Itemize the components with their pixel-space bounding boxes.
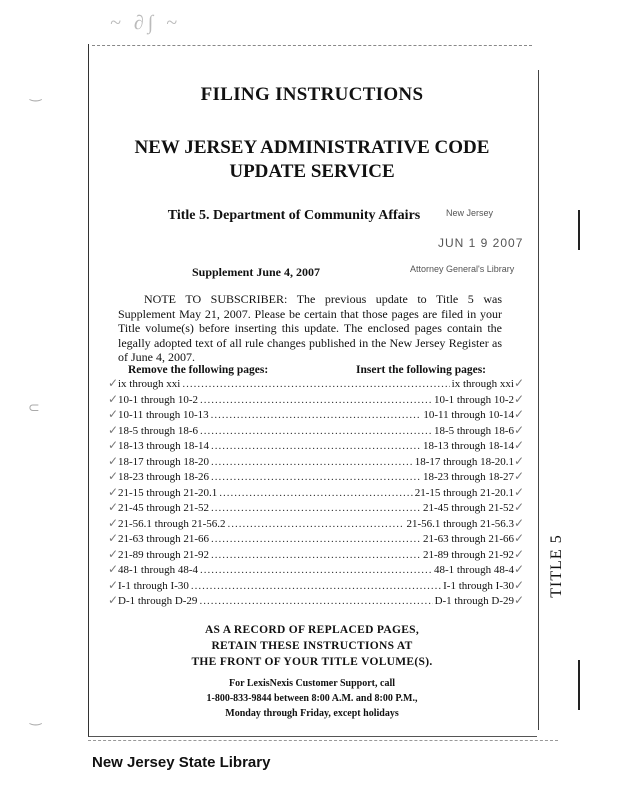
list-item	[118, 595, 514, 611]
check-mark-icon: ✓	[108, 577, 119, 592]
support-line1: For LexisNexis Customer Support, call	[228, 678, 395, 689]
note-to-subscriber	[118, 292, 502, 365]
check-mark-icon: ✓	[514, 562, 525, 576]
insert-pages: 21-15 through 21-20.1	[414, 486, 514, 499]
remove-pages: I-1 through I-30	[118, 579, 189, 592]
code-title-line2: UPDATE SERVICE	[229, 161, 395, 182]
remove-pages: 21-63 through 21-66	[118, 533, 210, 545]
insert-pages: I-1 through I-30	[443, 579, 514, 592]
check-mark-icon: ✓	[514, 469, 525, 483]
check-mark-icon: ✓	[514, 376, 525, 390]
remove-pages: D-1 through D-29	[118, 595, 198, 607]
check-mark-icon: ✓	[514, 546, 525, 561]
remove-pages: 18-13 through 18-14	[118, 440, 210, 452]
bottom-edge-rule	[88, 740, 558, 741]
right-margin-mark	[578, 660, 580, 710]
list-item	[118, 409, 514, 425]
list-item	[118, 394, 514, 410]
page-title: FILING INSTRUCTIONS	[200, 84, 424, 105]
received-date-stamp: JUN 1 9 2007	[438, 236, 524, 250]
insert-pages: 10-1 through 10-2	[433, 393, 514, 406]
check-mark-icon: ✓	[108, 562, 119, 576]
list-item	[118, 502, 514, 518]
scan-artifact-icon: ⊂	[28, 400, 40, 416]
insert-pages: ix through xxi	[451, 378, 514, 390]
customer-support	[88, 676, 536, 721]
scan-artifact-icon: ‿	[30, 710, 42, 726]
insert-pages: 18-13 through 18-14	[422, 440, 514, 452]
check-mark-icon: ✓	[514, 453, 525, 468]
list-item	[118, 471, 514, 487]
record-line1: AS A RECORD OF REPLACED PAGES,	[204, 624, 420, 636]
insert-pages: 21-56.1 through 21-56.3	[406, 517, 514, 530]
check-mark-icon: ✓	[108, 469, 119, 483]
remove-pages: 18-5 through 18-6	[118, 424, 199, 437]
list-item	[118, 518, 514, 534]
insert-pages: 48-1 through 48-4	[433, 564, 514, 576]
remove-pages: ix through xxi	[118, 378, 181, 390]
remove-pages: 48-1 through 48-4	[118, 564, 199, 576]
check-mark-icon: ✓	[108, 407, 119, 421]
support-line3: Monday through Friday, except holidays	[225, 708, 399, 719]
check-mark-icon: ✓	[108, 422, 119, 437]
office-stamp: Attorney General's Library	[410, 264, 515, 274]
insert-column-header: Insert the following pages:	[356, 364, 487, 376]
check-mark-icon: ✓	[514, 515, 525, 530]
insert-pages: 10-11 through 10-14	[423, 409, 514, 421]
insert-pages: 18-5 through 18-6	[433, 424, 514, 437]
insert-pages: D-1 through D-29	[434, 595, 514, 607]
side-title-tab: TITLE 5	[548, 534, 565, 598]
record-line2: RETAIN THESE INSTRUCTIONS AT	[211, 640, 413, 652]
remove-pages: 18-17 through 18-20	[118, 455, 210, 468]
note-body: The previous update to Title 5 was Supplement May 21, 2007. Please be certain that those pages are filed in your Title volume(s) before inserting this update. The enclosed pages contain the legally adopted text of all rule changes published in the New Jersey Register as of June 4, 2007.	[118, 292, 503, 364]
page-list	[118, 378, 514, 611]
right-edge-rule	[538, 70, 539, 730]
support-line2: 1-800-833-9844 between 8:00 A.M. and 8:00 P.M.,	[206, 693, 418, 704]
supplement-date: Supplement June 4, 2007	[191, 265, 321, 279]
check-mark-icon: ✓	[514, 531, 525, 545]
check-mark-icon: ✓	[514, 500, 525, 514]
library-footer: New Jersey State Library	[92, 754, 271, 771]
check-mark-icon: ✓	[108, 531, 119, 545]
check-mark-icon: ✓	[514, 484, 525, 499]
remove-pages: 21-89 through 21-92	[118, 548, 210, 561]
insert-pages: 21-63 through 21-66	[422, 533, 514, 545]
list-item	[118, 456, 514, 472]
remove-pages: 18-23 through 18-26	[118, 471, 210, 483]
check-mark-icon: ✓	[108, 438, 119, 452]
check-mark-icon: ✓	[108, 515, 119, 530]
remove-pages: 10-11 through 10-13	[118, 409, 209, 421]
right-margin-mark	[578, 210, 580, 250]
list-item	[118, 564, 514, 580]
insert-pages: 18-23 through 18-27	[422, 471, 514, 483]
check-mark-icon: ✓	[514, 577, 525, 592]
library-stamp: New Jersey	[446, 208, 494, 218]
insert-pages: 18-17 through 18-20.1	[414, 455, 514, 468]
insert-pages: 21-89 through 21-92	[422, 548, 514, 561]
check-mark-icon: ✓	[108, 500, 119, 514]
remove-pages: 10-1 through 10-2	[118, 393, 199, 406]
check-mark-icon: ✓	[514, 438, 525, 452]
remove-pages: 21-45 through 21-52	[118, 502, 210, 514]
check-mark-icon: ✓	[108, 484, 119, 499]
scan-artifact-icon: ‿	[30, 86, 42, 102]
record-line3: THE FRONT OF YOUR TITLE VOLUME(S).	[191, 656, 433, 668]
list-item	[118, 487, 514, 503]
insert-pages: 21-45 through 21-52	[422, 502, 514, 514]
list-item	[118, 425, 514, 441]
handwritten-scribble: ~ ∂∫ ~	[110, 12, 182, 34]
list-item	[118, 533, 514, 549]
check-mark-icon: ✓	[108, 391, 119, 406]
check-mark-icon: ✓	[108, 546, 119, 561]
list-item	[118, 549, 514, 565]
check-mark-icon: ✓	[108, 453, 119, 468]
check-mark-icon: ✓	[514, 391, 525, 406]
code-title-line1: NEW JERSEY ADMINISTRATIVE CODE	[134, 137, 490, 158]
title-department: Title 5. Department of Community Affairs	[167, 208, 421, 223]
remove-pages: 21-56.1 through 21-56.2	[118, 517, 226, 530]
check-mark-icon: ✓	[108, 376, 119, 390]
list-item	[118, 580, 514, 596]
list-item	[118, 378, 514, 394]
check-mark-icon: ✓	[108, 593, 119, 607]
note-lead: NOTE TO SUBSCRIBER:	[144, 292, 288, 306]
record-notice	[88, 622, 536, 670]
check-mark-icon: ✓	[514, 422, 525, 437]
remove-column-header: Remove the following pages:	[128, 364, 269, 376]
remove-pages: 21-15 through 21-20.1	[118, 486, 218, 499]
check-mark-icon: ✓	[514, 407, 525, 421]
check-mark-icon: ✓	[514, 593, 525, 607]
list-item	[118, 440, 514, 456]
